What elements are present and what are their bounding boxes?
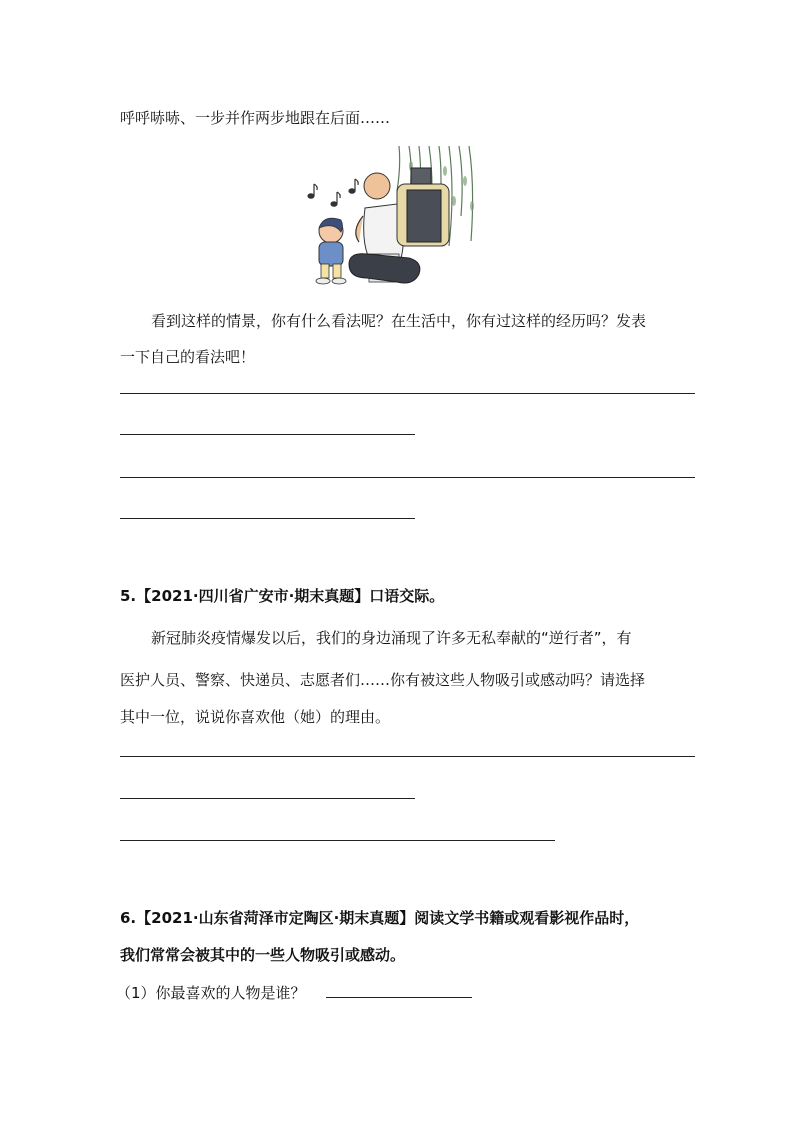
answer-line[interactable]: [120, 434, 415, 435]
answer-line[interactable]: [120, 798, 415, 799]
q6-heading-line2: 我们常常会被其中的一些人物吸引或感动。: [120, 946, 406, 964]
answer-line[interactable]: [120, 756, 695, 757]
cartoon-illustration: [289, 146, 479, 293]
answer-line[interactable]: [120, 840, 555, 841]
q5-line1: 新冠肺炎疫情爆发以后，我们的身边涌现了许多无私奉献的“逆行者”，有: [151, 629, 632, 647]
answer-line[interactable]: [120, 477, 695, 478]
q6-heading-line1: 6.【2021·山东省菏泽市定陶区·期末真题】阅读文学书籍或观看影视作品时，: [120, 909, 640, 927]
intro-text: 呼呼哧哧、一步并作两步地跟在后面……: [120, 109, 391, 127]
answer-line[interactable]: [120, 518, 415, 519]
q4-prompt-line1: 看到这样的情景，你有什么看法呢？在生活中，你有过这样的经历吗？发表: [151, 312, 647, 330]
q5-heading: 5.【2021·四川省广安市·期末真题】口语交际。: [120, 587, 445, 605]
q5-line2: 医护人员、警察、快递员、志愿者们……你有被这些人物吸引或感动吗？请选择: [120, 671, 646, 689]
q6-sub1: （1）你最喜欢的人物是谁？: [116, 984, 306, 1002]
q5-line3: 其中一位，说说你喜欢他（她）的理由。: [120, 708, 391, 726]
illustration: [289, 146, 479, 293]
answer-line[interactable]: [326, 997, 472, 998]
q4-prompt-line2: 一下自己的看法吧！: [120, 348, 256, 366]
answer-line[interactable]: [120, 393, 695, 394]
